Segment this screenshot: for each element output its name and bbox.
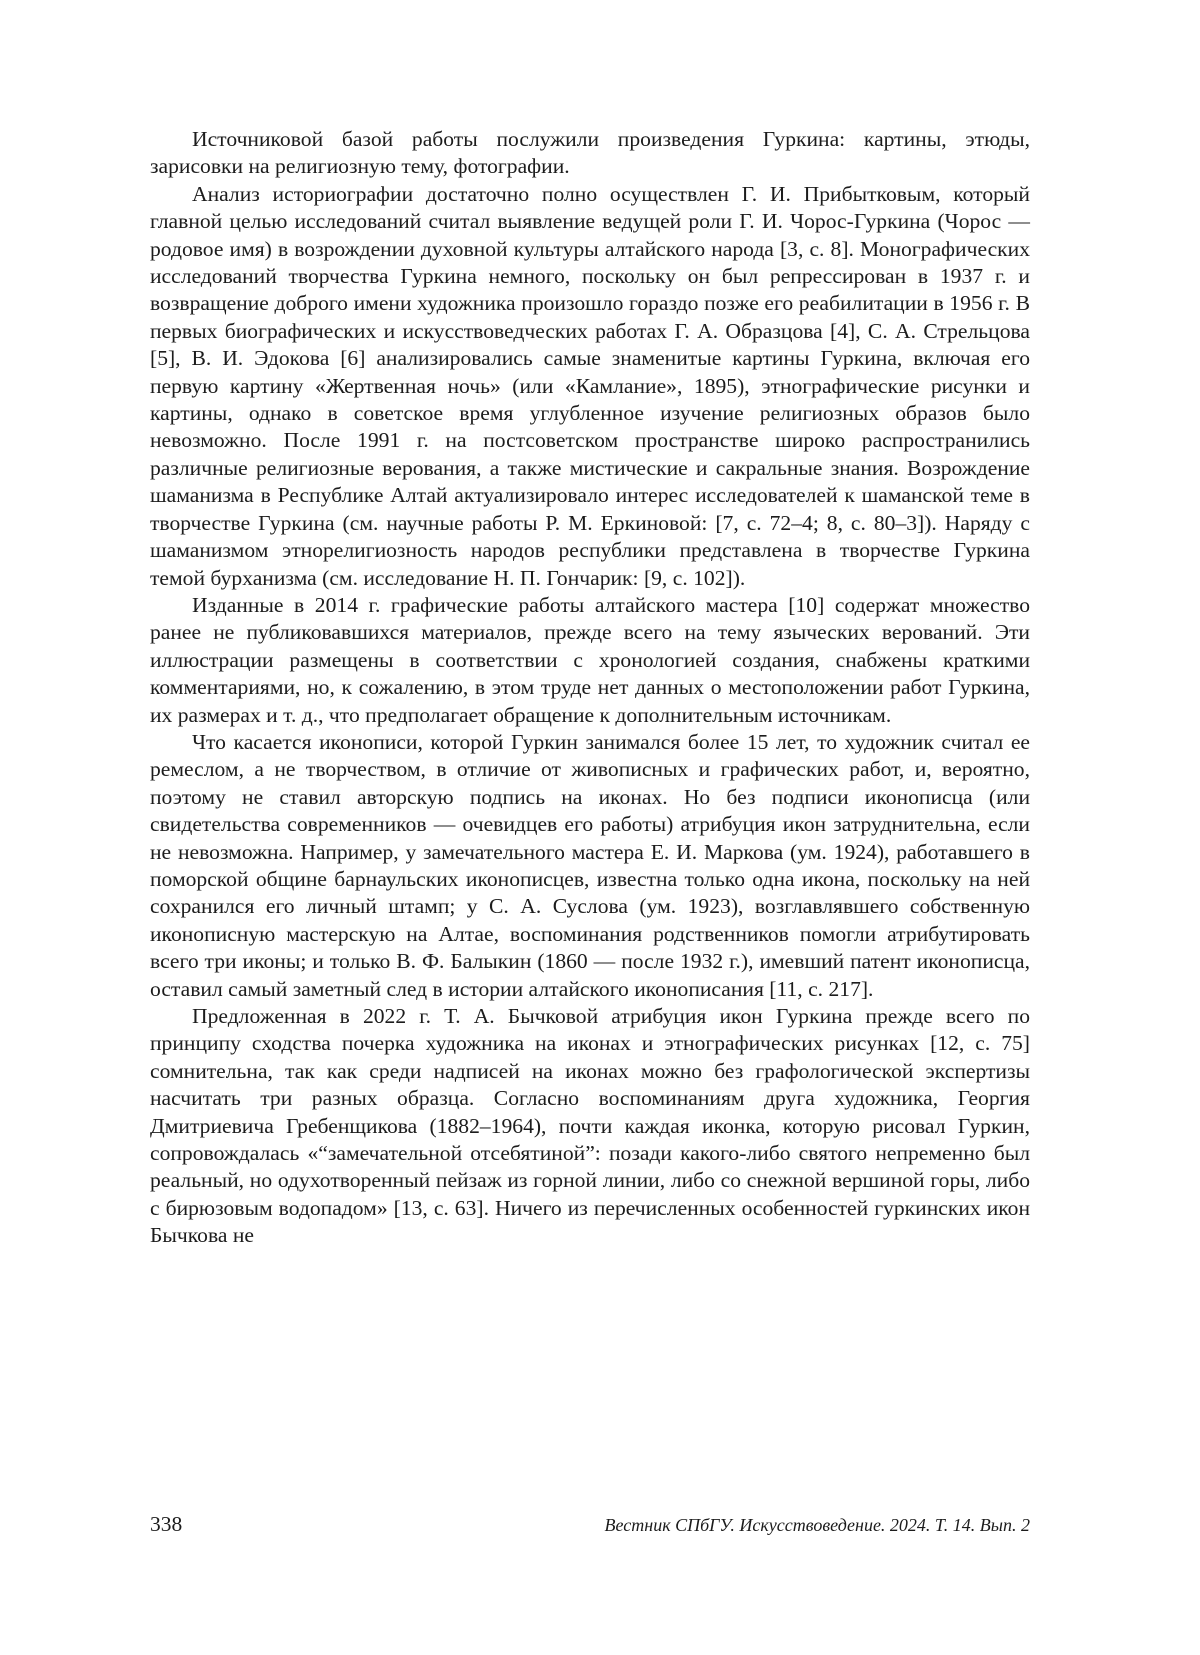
paragraph-icon-painting: Что касается иконописи, которой Гуркин занимался более 15 лет, то художник считал ее ремеслом, а не творчеством, в отличие от живописных и графических работ, и, вероятно, поэтому не ставил авторскую подпись на иконах. Но без подписи иконописца (или свидетельства современников — очевидцев его работы) атрибуция икон затруднительна, если не невозможна. Например, у замечательного мастера Е. И. Маркова (ум. 1924), работавшего в поморской общине барнаульских иконописцев, известна только одна икона, поскольку на ней сохранился его личный штамп; у С. А. Суслова (ум. 1923), возглавлявшего собственную иконописную мастерскую на Алтае, воспоминания родственников помогли атрибутировать всего три иконы; и только В. Ф. Балыкин (1860 — после 1932 г.), имевший патент иконописца, оставил самый заметный след в истории алтайского иконописания [11, с. 217].	[150, 729, 1030, 1001]
paragraph-graphic-works: Изданные в 2014 г. графические работы алтайского мастера [10] содержат множество ранее не публиковавшихся материалов, прежде всего на тему языческих верований. Эти иллюстрации размещены в соответствии с хронологией создания, снабжены краткими комментариями, но, к сожалению, в этом труде нет данных о местоположении работ Гуркина, их размерах и т. д., что предполагает обращение к дополнительным источникам.	[150, 592, 1030, 727]
page-footer	[150, 1510, 1030, 1540]
paragraph-attribution: Предложенная в 2022 г. Т. А. Бычковой атрибуция икон Гуркина прежде всего по принципу сходства почерка художника на иконах и этнографических рисунках [12, с. 75] сомнительна, так как среди надписей на иконах можно без графологической экспертизы насчитать три разных образца. Согласно воспоминаниям друга художника, Георгия Дмитриевича Гребенщикова (1882–1964), почти каждая иконка, которую рисовал Гуркин, сопровождалась «“замечательной отсебятиной”: позади какого-либо святого непременно был реальный, но одухотворенный пейзаж из горной линии, либо со снежной вершиной горы, либо с бирюзовым водопадом» [13, с. 63]. Ничего из перечисленных особенностей гуркинских икон Бычкова не	[150, 1004, 1030, 1248]
paragraph-sources: Источниковой базой работы послужили произведения Гуркина: картины, этюды, зарисовки на религиозную тему, фотографии.	[150, 127, 1030, 179]
page-number: 338	[150, 1512, 183, 1536]
paragraph-historiography: Анализ историографии достаточно полно осуществлен Г. И. Прибытковым, который главной целью исследований считал выявление ведущей роли Г. И. Чорос-Гуркина (Чорос — родовое имя) в возрождении духовной культуры алтайского народа [3, с. 8]. Монографических исследований творчества Гуркина немного, поскольку он был репрессирован в 1937 г. и возвращение доброго имени художника произошло гораздо позже его реабилитации в 1956 г. В первых биографических и искусствоведческих работах Г. А. Образцова [4], С. А. Стрельцова [5], В. И. Эдокова [6] анализировались самые знаменитые картины Гуркина, включая его первую картину «Жертвенная ночь» (или «Камлание», 1895), этнографические рисунки и картины, однако в советское время углубленное изучение религиозных образов было невозможно. После 1991 г. на постсоветском пространстве широко распространились различные религиозные верования, а также мистические и сакральные знания. Возрождение шаманизма в Республике Алтай актуализировало интерес исследователей к шаманской теме в творчестве Гуркина (см. научные работы Р. М. Еркиновой: [7, с. 72–4; 8, с. 80–3]). Наряду с шаманизмом этнорелигиозность народов республики представлена в творчестве Гуркина темой бурханизма (см. исследование Н. П. Гончарик: [9, с. 102]).	[150, 181, 1030, 590]
article-body	[150, 126, 1030, 1250]
journal-citation: Вестник СПбГУ. Искусствоведение. 2024. Т. 14. Вып. 2	[604, 1515, 1030, 1535]
